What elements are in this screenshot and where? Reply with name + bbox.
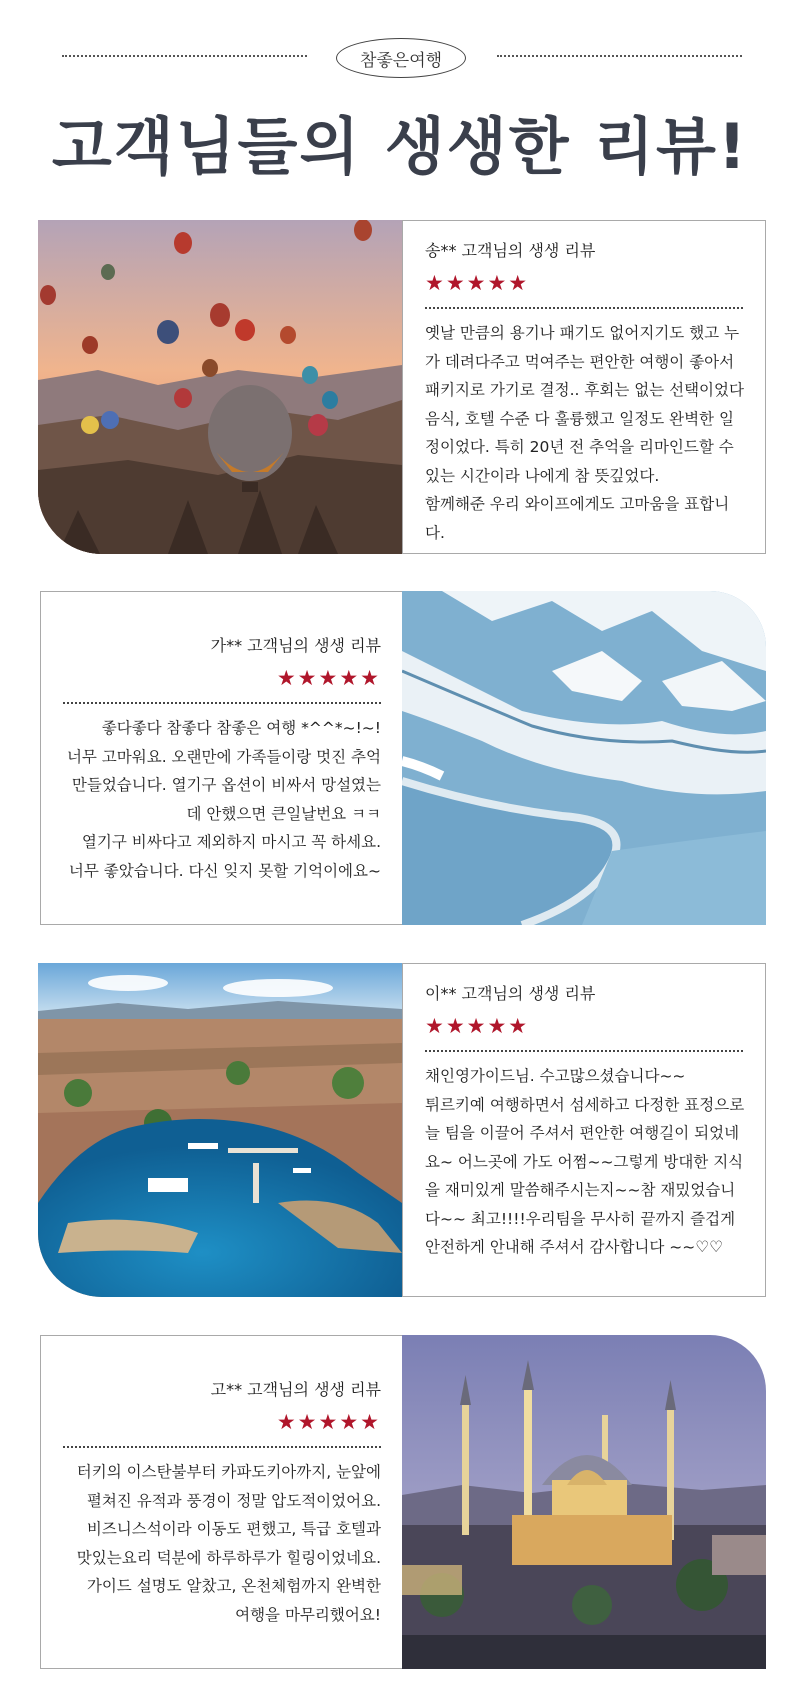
review-line: 만들었습니다. 열기구 옵션이 비싸서 망설였는 — [71, 776, 381, 794]
reviewer-name: 고** 고객님의 생생 리뷰 — [210, 1380, 381, 1399]
review-line: 여행을 마무리했어요! — [235, 1605, 381, 1624]
reviewer-name: 이** 고객님의 생생 리뷰 — [425, 984, 596, 1003]
review-line: 음식, 호텔 수준 다 훌륭했고 일정도 완벽한 일 — [425, 409, 734, 428]
review-line: 너무 좋았습니다. 다신 잊지 못할 기억이에요~ — [68, 861, 381, 880]
review-line: 옛날 만큼의 용기나 패기도 없어지기도 했고 누 — [425, 324, 740, 342]
review-line: 펼쳐진 유적과 풍경이 정말 압도적이었어요. — [86, 1491, 381, 1510]
review-body — [63, 714, 381, 885]
review-text-box-2 — [40, 591, 404, 925]
review-text-box-3 — [402, 963, 766, 1297]
pamukkale-terraces-photo — [402, 591, 766, 925]
review-line: 데 안했으면 큰일날번요 ㅋㅋ — [186, 804, 381, 823]
dotted-divider — [63, 1446, 381, 1448]
review-line: 채인영가이드님. 수고많으셨습니다~~ — [425, 1067, 686, 1085]
review-body — [425, 319, 743, 547]
brand-badge: 참좋은여행 — [336, 38, 466, 78]
header-divider-right — [497, 55, 742, 57]
review-line: 안전하게 안내해 주셔서 감사합니다 ~~♡♡ — [425, 1238, 724, 1256]
review-line: 다. — [425, 523, 445, 542]
reviewer-name: 송** 고객님의 생생 리뷰 — [425, 241, 596, 260]
rating-stars: ★★★★★ — [276, 666, 381, 690]
review-line: 을 재미있게 말씀해주시는지~~참 재밌었습니 — [425, 1181, 736, 1199]
review-text-box-4 — [40, 1335, 404, 1669]
review-line: 열기구 비싸다고 제외하지 마시고 꼭 하세요. — [81, 833, 381, 851]
rating-stars: ★★★★★ — [276, 1410, 381, 1434]
review-line: 있는 시간이라 나에게 참 뜻깊었다. — [425, 466, 660, 485]
review-line: 늘 팀을 이끌어 주셔서 편안한 여행길이 되었네 — [425, 1124, 740, 1142]
dotted-divider — [425, 307, 743, 309]
review-body — [63, 1458, 381, 1629]
rating-stars: ★★★★★ — [425, 1014, 530, 1038]
review-line: 함께해준 우리 와이프에게도 고마움을 표합니 — [425, 495, 730, 513]
cappadocia-balloons-photo — [38, 220, 402, 554]
page-title: 고객님들의 생생한 리뷰! — [51, 110, 749, 183]
dotted-divider — [63, 702, 381, 704]
header — [0, 0, 800, 220]
review-line: 다~~ 최고!!!!우리팀을 무사히 끝까지 즐겁게 — [425, 1209, 736, 1228]
rating-stars: ★★★★★ — [425, 271, 530, 295]
header-divider-left — [62, 55, 307, 57]
review-text-box-1 — [402, 220, 766, 554]
review-card-1 — [38, 220, 764, 554]
review-line: 터키의 이스탄불부터 카파도키아까지, 눈앞에 — [76, 1463, 381, 1481]
antalya-harbor-photo — [38, 963, 402, 1297]
review-line: 좋다좋다 참좋다 참좋은 여행 *^^*~!~! — [101, 719, 381, 737]
review-card-2 — [38, 591, 764, 925]
reviewer-name: 가** 고객님의 생생 리뷰 — [210, 636, 381, 655]
review-line: 정이었다. 특히 20년 전 추억을 리마인드할 수 — [425, 438, 734, 456]
review-line: 가이드 설명도 알찼고, 온천체험까지 완벽한 — [86, 1577, 381, 1595]
review-line: 비즈니스석이라 이동도 편했고, 특급 호텔과 — [86, 1520, 381, 1538]
review-line: 너무 고마워요. 오랜만에 가족들이랑 멋진 추억 — [66, 747, 381, 766]
review-card-3 — [38, 963, 764, 1297]
review-line: 맛있는요리 덕분에 하루하루가 힐링이었네요. — [76, 1548, 381, 1567]
review-line: 패키지로 가기로 결정.. 후회는 없는 선택이었다 — [425, 381, 744, 399]
review-line: 요~ 어느곳에 가도 어쩜~~그렇게 방대한 지식 — [425, 1152, 744, 1171]
review-line: 튀르키예 여행하면서 섬세하고 다정한 표정으로 — [425, 1095, 745, 1114]
review-card-4 — [38, 1335, 764, 1669]
istanbul-hagia-sophia-photo — [402, 1335, 766, 1669]
dotted-divider — [425, 1050, 743, 1052]
review-body — [425, 1062, 743, 1262]
review-line: 가 데려다주고 먹여주는 편안한 여행이 좋아서 — [425, 352, 735, 371]
